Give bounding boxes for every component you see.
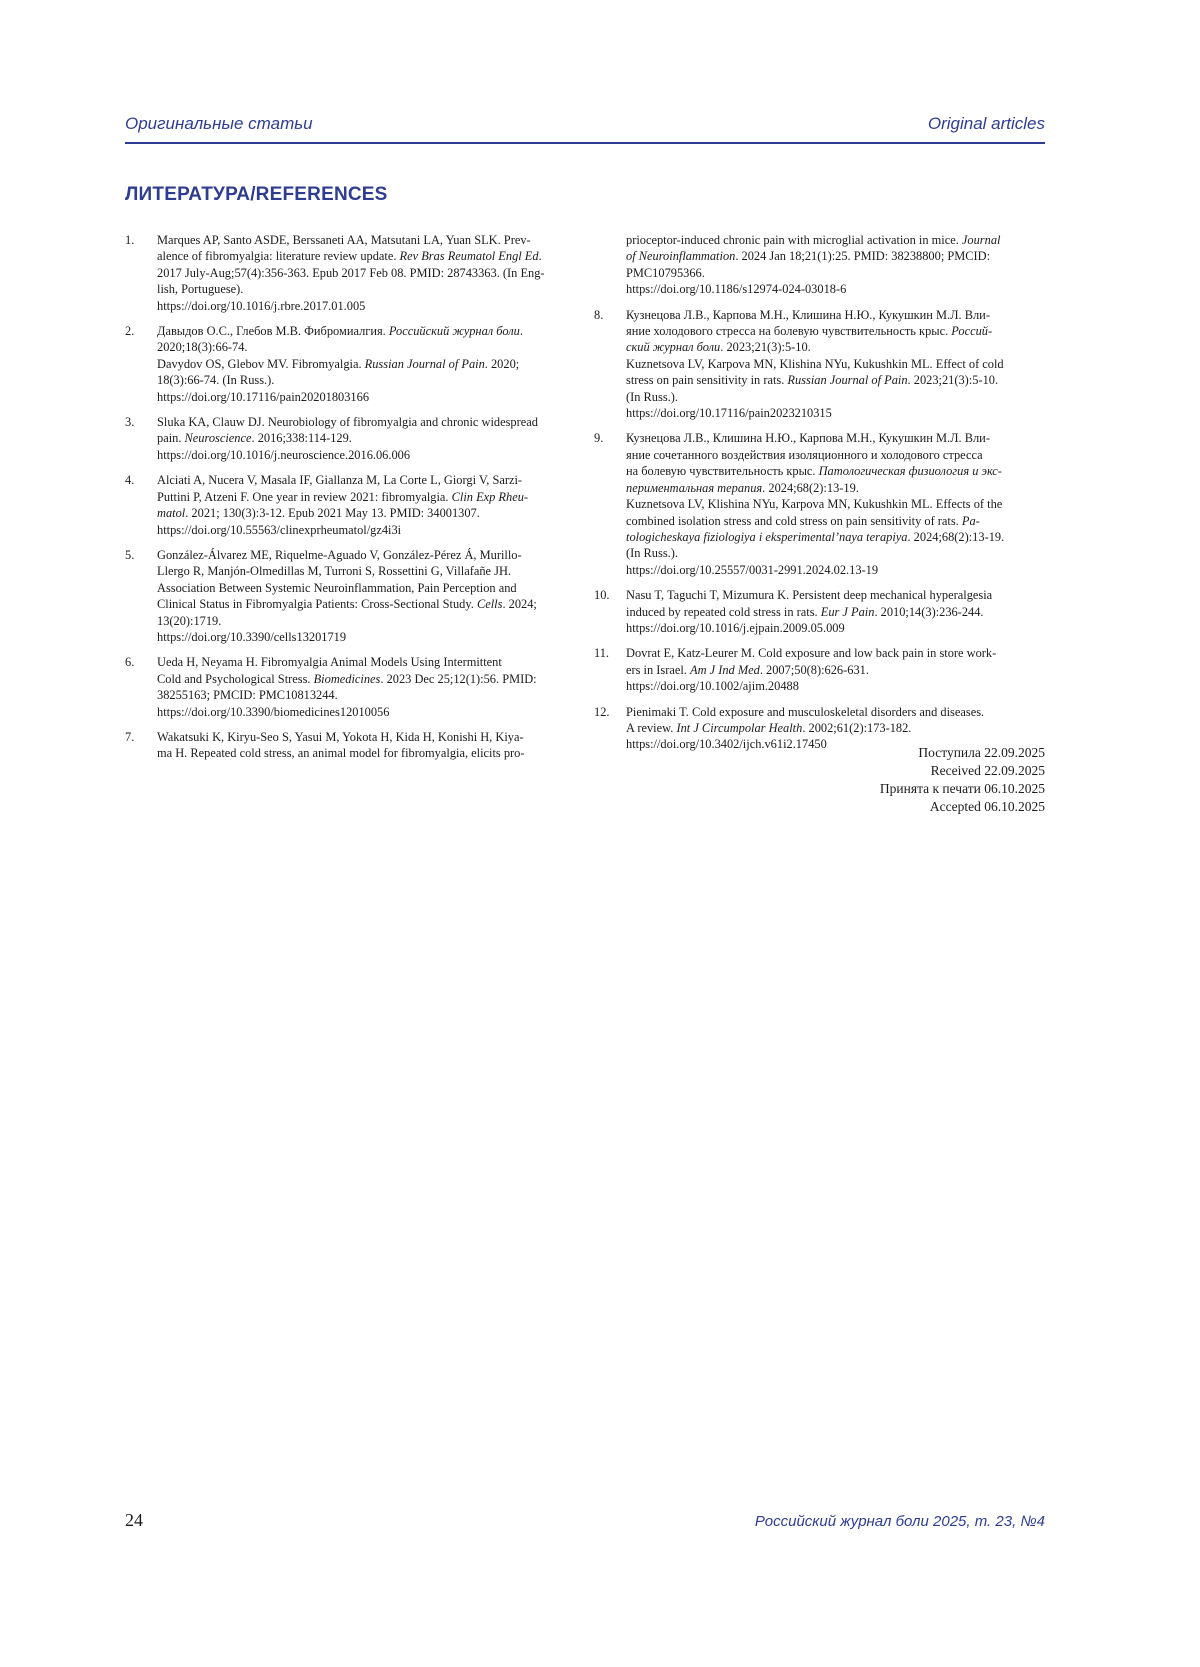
page-number: 24: [125, 1510, 143, 1530]
reference-line: of Neuroinflammation. 2024 Jan 18;21(1):25. PMID: 38238800; PMCID:: [626, 249, 991, 264]
reference-line: tologicheskaya fiziologiya i eksperimental’naya terapiya. 2024;68(2):13-19.: [626, 529, 1005, 544]
references-column-left: [125, 232, 571, 771]
reference-line: 18(3):66-74. (In Russ.).: [157, 373, 275, 388]
reference-item: [125, 547, 571, 645]
reference-line: ers in Israel. Am J Ind Med. 2007;50(8):626-631.: [626, 662, 869, 677]
reference-number: 12.: [594, 704, 610, 719]
reference-line: stress on pain sensitivity in rats. Russian Journal of Pain. 2023;21(3):5-10.: [626, 373, 999, 388]
accepted-date-ru: Принята к печати 06.10.2025: [879, 781, 1045, 796]
reference-line: 13(20):1719.: [157, 613, 222, 628]
reference-number: 1.: [125, 233, 135, 247]
reference-line: периментальная терапия. 2024;68(2):13-19.: [626, 480, 859, 495]
reference-line: Ueda H, Neyama H. Fibromyalgia Animal Models Using Intermittent: [157, 655, 502, 670]
running-header: [125, 112, 1045, 144]
reference-line: яние холодового стресса на болевую чувствительность крыс. Россий-: [626, 324, 993, 339]
accepted-date-en: Accepted 06.10.2025: [929, 799, 1045, 814]
reference-line: Sluka KA, Clauw DJ. Neurobiology of fibromyalgia and chronic widespread: [157, 415, 538, 430]
reference-line: Кузнецова Л.В., Карпова М.Н., Клишина Н.Ю., Кукушкин М.Л. Вли-: [626, 307, 990, 322]
reference-item: [594, 232, 1040, 298]
reference-line: Cold and Psychological Stress. Biomedicines. 2023 Dec 25;12(1):56. PMID:: [157, 671, 537, 686]
reference-line: induced by repeated cold stress in rats. Eur J Pain. 2010;14(3):236-244.: [626, 604, 984, 619]
reference-line: PMC10795366.: [626, 265, 705, 280]
reference-line: Kuznetsova LV, Klishina NYu, Karpova MN, Kukushkin ML. Effects of the: [626, 497, 1003, 512]
reference-line[interactable]: https://doi.org/10.3390/cells13201719: [157, 629, 347, 644]
reference-line: Nasu T, Taguchi T, Mizumura K. Persistent deep mechanical hyperalgesia: [626, 588, 993, 603]
reference-line[interactable]: https://doi.org/10.25557/0031-2991.2024.02.13-19: [626, 562, 879, 577]
reference-line: на болевую чувствительность крыс. Патологическая физиология и экс-: [626, 464, 1002, 479]
reference-line: (In Russ.).: [626, 389, 678, 404]
reference-item: [125, 654, 571, 720]
reference-item: [594, 307, 1040, 422]
reference-line: (In Russ.).: [626, 546, 678, 561]
reference-line: 2017 July-Aug;57(4):356-363. Epub 2017 Feb 08. PMID: 28743363. (In Eng-: [157, 265, 545, 280]
reference-line: alence of fibromyalgia: literature review update. Rev Bras Reumatol Engl Ed.: [157, 249, 542, 264]
reference-line[interactable]: https://doi.org/10.3402/ijch.v61i2.17450: [626, 737, 827, 752]
reference-line: Wakatsuki K, Kiryu-Seo S, Yasui M, Yokota H, Kida H, Konishi H, Kiya-: [157, 729, 524, 744]
section-label-ru: Оригинальные статьи: [125, 114, 313, 133]
references-column-right: [594, 232, 1040, 762]
reference-line: A review. Int J Circumpolar Health. 2002;61(2):173-182.: [626, 720, 912, 735]
reference-line[interactable]: https://doi.org/10.1016/j.rbre.2017.01.005: [157, 298, 366, 313]
reference-line: Alciati A, Nucera V, Masala IF, Giallanza M, La Corte L, Giorgi V, Sarzi-: [157, 473, 523, 488]
reference-line[interactable]: https://doi.org/10.1016/j.ejpain.2009.05.009: [626, 620, 845, 635]
received-date-en: Received 22.09.2025: [930, 763, 1045, 778]
reference-number: 9.: [594, 431, 604, 446]
reference-line: Marques AP, Santo ASDE, Berssaneti AA, Matsutani LA, Yuan SLK. Prev-: [157, 233, 531, 247]
reference-line[interactable]: https://doi.org/10.17116/pain2023210315: [626, 406, 832, 421]
reference-number: 4.: [125, 473, 135, 488]
references-heading: ЛИТЕРАТУРА/REFERENCES: [125, 184, 388, 205]
reference-line: Clinical Status in Fibromyalgia Patients: Cross-Sectional Study. Cells. 2024;: [157, 597, 537, 612]
reference-line: ma H. Repeated cold stress, an animal model for fibromyalgia, elicits pro-: [157, 746, 525, 761]
section-label-en: Original articles: [927, 114, 1045, 133]
reference-line: Association Between Systemic Neuroinflammation, Pain Perception and: [157, 580, 517, 595]
reference-line: combined isolation stress and cold stress on pain sensitivity of rats. Pa-: [626, 513, 980, 528]
reference-number: 5.: [125, 547, 135, 562]
reference-line[interactable]: https://doi.org/10.17116/pain20201803166: [157, 389, 370, 404]
reference-item: [125, 414, 571, 463]
journal-citation: Российский журнал боли 2025, т. 23, №4: [754, 1513, 1045, 1530]
reference-line[interactable]: https://doi.org/10.3390/biomedicines12010056: [157, 704, 390, 719]
reference-line: Puttini P, Atzeni F. One year in review 2021: fibromyalgia. Clin Exp Rheu-: [157, 489, 529, 504]
reference-line: Dovrat E, Katz-Leurer M. Cold exposure and low back pain in store work-: [626, 646, 997, 661]
reference-line: ский журнал боли. 2023;21(3):5-10.: [626, 340, 811, 355]
reference-line: Davydov OS, Glebov MV. Fibromyalgia. Russian Journal of Pain. 2020;: [157, 356, 520, 371]
reference-number: 2.: [125, 324, 135, 339]
reference-line: Кузнецова Л.В., Клишина Н.Ю., Карпова М.Н., Кукушкин М.Л. Вли-: [626, 431, 990, 446]
reference-line[interactable]: https://doi.org/10.55563/clinexprheumatol/gz4i3i: [157, 522, 402, 537]
reference-line: pain. Neuroscience. 2016;338:114-129.: [157, 431, 352, 446]
reference-line: 2020;18(3):66-74.: [157, 340, 248, 355]
reference-number: 3.: [125, 415, 135, 430]
reference-line[interactable]: https://doi.org/10.1002/ajim.20488: [626, 679, 799, 694]
reference-line: lish, Portuguese).: [157, 282, 244, 297]
reference-item: [125, 323, 571, 405]
reference-item: [125, 729, 571, 762]
reference-item: [594, 587, 1040, 636]
reference-item: [125, 472, 571, 538]
reference-number: 10.: [594, 588, 610, 603]
reference-line[interactable]: https://doi.org/10.1016/j.neuroscience.2016.06.006: [157, 447, 411, 462]
reference-number: 6.: [125, 655, 135, 670]
reference-line: matol. 2021; 130(3):3-12. Epub 2021 May 13. PMID: 34001307.: [157, 506, 480, 521]
reference-line: 38255163; PMCID: PMC10813244.: [157, 688, 338, 703]
reference-line: Kuznetsova LV, Karpova MN, Klishina NYu, Kukushkin ML. Effect of cold: [626, 356, 1004, 371]
reference-item: [594, 645, 1040, 694]
reference-item: [594, 430, 1040, 578]
reference-line: González-Álvarez ME, Riquelme-Aguado V, González-Pérez Á, Murillo-: [157, 547, 522, 562]
reference-number: 8.: [594, 307, 604, 322]
reference-line: яние сочетанного воздействия изоляционного и холодового стресса: [626, 447, 983, 462]
reference-line: Pienimaki T. Cold exposure and musculoskeletal disorders and diseases.: [626, 704, 985, 719]
reference-number: 11.: [594, 646, 610, 661]
received-date-ru: Поступила 22.09.2025: [918, 745, 1045, 760]
submission-dates: [880, 744, 1045, 816]
reference-line: Llergo R, Manjón-Olmedillas M, Turroni S, Rossettini G, Villafañe JH.: [157, 564, 511, 579]
reference-line[interactable]: https://doi.org/10.1186/s12974-024-03018-6: [626, 282, 847, 297]
reference-number: 7.: [125, 729, 135, 744]
reference-item: [125, 232, 571, 314]
reference-line: prioceptor-induced chronic pain with microglial activation in mice. Journal: [626, 233, 1001, 247]
reference-line: Давыдов О.С., Глебов М.В. Фибромиалгия. Российский журнал боли.: [157, 324, 523, 339]
